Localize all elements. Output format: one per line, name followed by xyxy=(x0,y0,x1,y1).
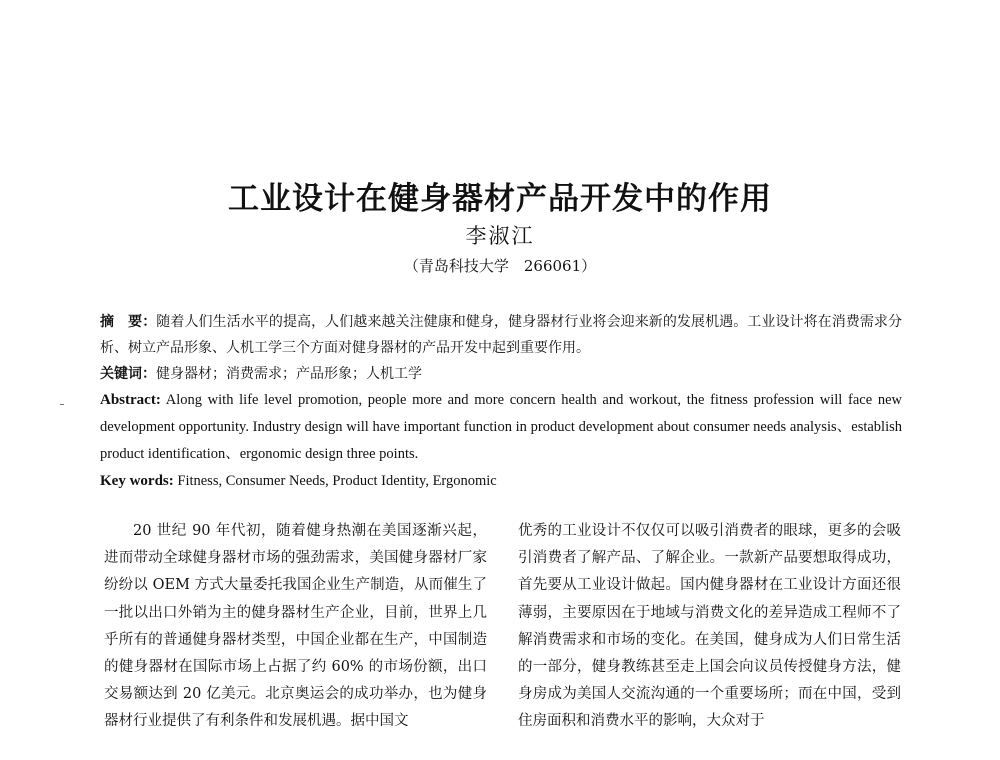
keywords-cn-label: 关键词： xyxy=(100,366,156,382)
author-name: 李淑江 xyxy=(465,224,535,248)
keywords-cn xyxy=(100,361,902,387)
margin-mark xyxy=(60,404,64,405)
keywords-en xyxy=(100,468,902,495)
abstract-block xyxy=(100,309,902,495)
body-left-paragraph: 20 世纪 90 年代初，随着健身热潮在美国逐渐兴起，进而带动全球健身器材市场的强劲需求，美国健身器材厂家纷纷以 OEM 方式大量委托我国企业生产制造，从而催生了一批以出口外销为主的健身器材生产企业，目前，世界上几乎所有的普通健身器材类型，中国企业都在生产，中国制造的健身器材在国际市场上占据了约 60% 的市场份额，出口交易额达到 20 亿美元。北京奥运会的成功举办，也为健身器材行业提供了有利条件和发展机遇。据中国文 xyxy=(104,523,487,730)
body-right-column xyxy=(518,518,901,736)
body-right-paragraph: 优秀的工业设计不仅仅可以吸引消费者的眼球，更多的会吸引消费者了解产品、了解企业。一款新产品要想取得成功，首先要从工业设计做起。国内健身器材在工业设计方面还很薄弱，主要原因在于地域与消费文化的差异造成工程师不了解消费需求和市场的变化。在美国，健身成为人们日常生活的一部分，健身教练甚至走上国会向议员传授健身方法，健身房成为美国人交流沟通的一个重要场所；而在中国，受到住房面积和消费水平的影响，大众对于 xyxy=(518,523,901,730)
author-affiliation: （青岛科技大学 266061） xyxy=(403,257,597,275)
abstract-en xyxy=(100,387,902,468)
body-left-column xyxy=(104,518,487,736)
keywords-en-text: Fitness, Consumer Needs, Product Identity, Ergonomic xyxy=(173,473,497,489)
abstract-cn xyxy=(100,309,902,361)
abstract-cn-text: 随着人们生活水平的提高，人们越来越关注健康和健身，健身器材行业将会迎来新的发展机遇。工业设计将在消费需求分析、树立产品形象、人机工学三个方面对健身器材的产品开发中起到重要作用。 xyxy=(100,314,903,356)
keywords-cn-text: 健身器材；消费需求；产品形象；人机工学 xyxy=(156,366,422,382)
keywords-en-label: Key words: xyxy=(100,473,174,489)
abstract-en-label: Abstract: xyxy=(100,392,161,408)
abstract-en-text: Along with life level promotion, people more and more concern health and workout, the fitness profession will face new development opportunity. Industry design will have important function in product development about consumer needs analysis、establish product identification、ergonomic design three points. xyxy=(100,392,902,462)
abstract-cn-label: 摘 要： xyxy=(100,314,157,330)
paper-title: 工业设计在健身器材产品开发中的作用 xyxy=(228,180,772,217)
